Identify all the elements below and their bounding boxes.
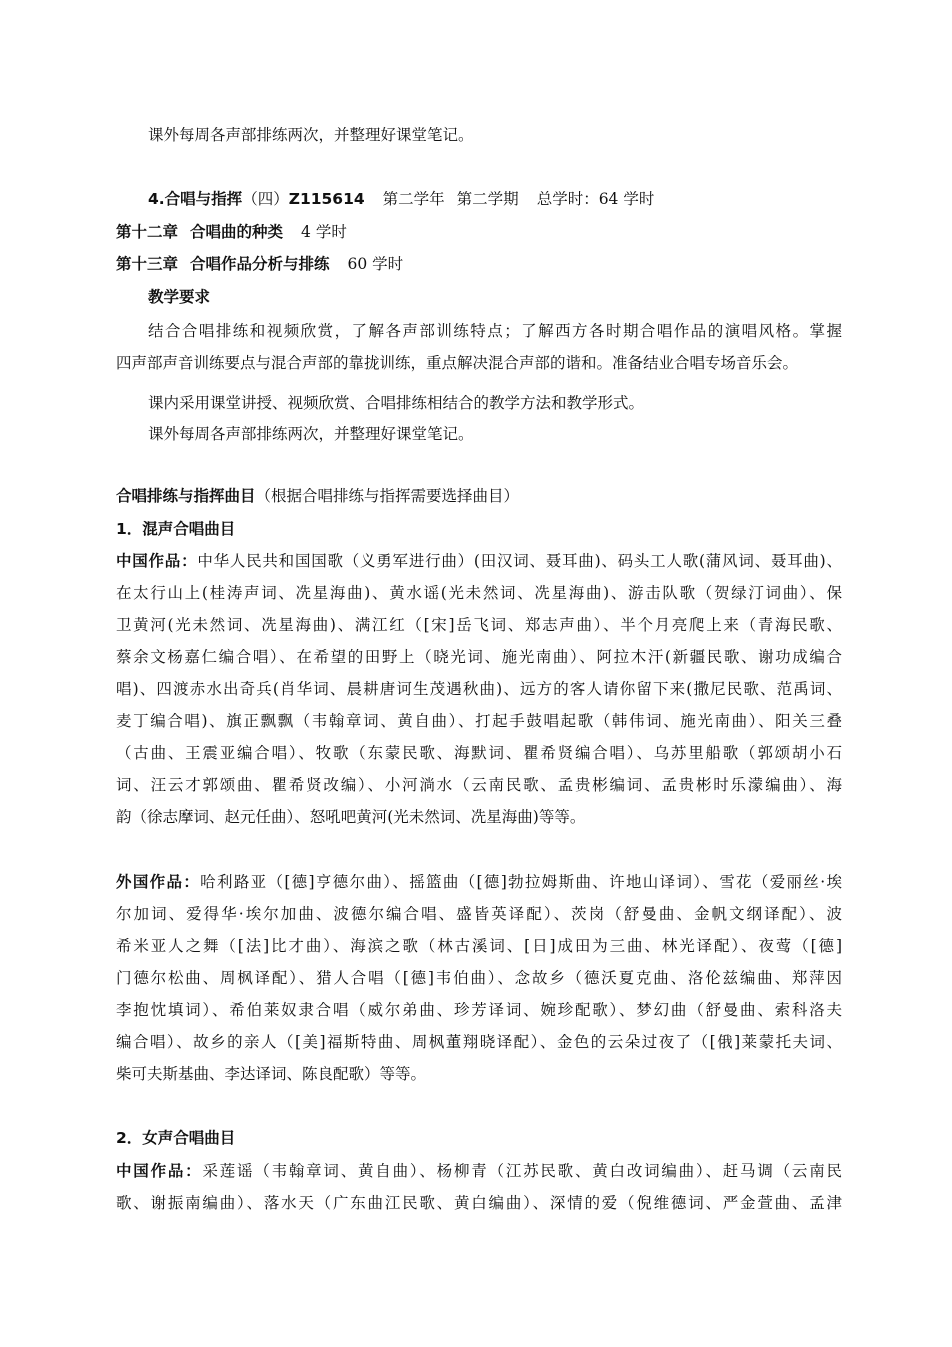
paragraph-line: 外国作品：哈利路亚（[德]亨德尔曲）、摇篮曲（[德]勃拉姆斯曲、许地山译词）、雪花（爱丽丝·埃 — [116, 873, 842, 891]
paragraph-line: 结合合唱排练和视频欣赏，了解各声部训练特点；了解西方各时期合唱作品的演唱风格。掌握 — [148, 322, 842, 340]
repertoire-note: （根据合唱排练与指挥需要选择曲目） — [255, 487, 520, 505]
paragraph-line: 门德尔松曲、周枫译配）、猎人合唱（[德]韦伯曲）、念故乡（德沃夏克曲、洛伦兹编曲、郑萍因 — [116, 969, 842, 987]
female-chinese-works — [116, 1155, 842, 1219]
chinese-works-label: 中国作品： — [116, 1162, 203, 1180]
paragraph-line: 中国作品：采莲谣（韦翰章词、黄自曲）、杨柳青（江苏民歌、黄白改词编曲）、赶马调（云南民 — [116, 1162, 842, 1180]
paragraph-line: 词、汪云才郭颂曲、瞿希贤改编）、小河淌水（云南民歌、孟贵彬编词、孟贵彬时乐濛编曲）、海 — [116, 776, 842, 794]
paragraph-line: 中国作品：中华人民共和国国歌（义勇军进行曲）(田汉词、聂耳曲)、码头工人歌(蒲风词、聂耳曲)、 — [116, 552, 842, 570]
paragraph-line: 蔡余文杨嘉仁编合唱）、在希望的田野上（晓光词、施光南曲）、阿拉木汗(新疆民歌、谢功成编合 — [116, 648, 842, 666]
paragraph-line: 四声部声音训练要点与混合声部的靠拢训练，重点解决混合声部的谐和。准备结业合唱专场音乐会。 — [116, 354, 799, 372]
chapter-13-title: 合唱作品分析与排练 — [190, 255, 330, 273]
paragraph-line: 编合唱）、故乡的亲人（[美]福斯特曲、周枫董翔晓译配）、金色的云朵过夜了（[俄]莱蒙托夫词、 — [116, 1033, 842, 1051]
requirements-paragraph — [116, 315, 842, 379]
mixed-foreign-works — [116, 866, 842, 1090]
course-year: 第二学年 — [382, 190, 445, 208]
paragraph-line: 李抱忱填词）、希伯莱奴隶合唱（威尔弟曲、珍芳译词、婉珍配歌）、梦幻曲（舒曼曲、索科洛夫 — [116, 1001, 842, 1019]
paragraph-line: 唱)、四渡赤水出奇兵(肖华词、晨耕唐诃生茂遇秋曲)、远方的客人请你留下来(撒尼民歌、范禹词、 — [116, 680, 842, 698]
chapter-13-line — [116, 253, 842, 275]
paragraph-line: 在太行山上(桂涛声词、冼星海曲)、黄水谣(光未然词、冼星海曲)、游击队歌（贺绿汀词曲）、保 — [116, 584, 842, 602]
paragraph-line: 柴可夫斯基曲、李达译词、陈良配歌）等等。 — [116, 1065, 427, 1083]
chapter-12-line — [116, 221, 842, 243]
mixed-chinese-works — [116, 545, 842, 833]
course-4-heading — [148, 188, 842, 210]
course-code: Z115614 — [288, 190, 365, 208]
course-term: 第二学期 — [456, 190, 519, 208]
method-line: 课内采用课堂讲授、视频欣赏、合唱排练相结合的教学方法和教学形式。 — [148, 394, 645, 412]
paragraph-line: （古曲、王震亚编合唱）、牧歌（东蒙民歌、海默词、瞿希贤编合唱）、乌苏里船歌（郭颂胡小石 — [116, 744, 842, 762]
teaching-requirements-heading: 教学要求 — [148, 288, 211, 306]
chapter-13-hours: 60 学时 — [347, 255, 404, 273]
foreign-works-label: 外国作品： — [116, 873, 201, 891]
course-hours: 总学时：64 学时 — [536, 190, 655, 208]
paragraph-line: 尔加词、爱得华·埃尔加曲、波德尔编合唱、盛皆英译配）、茨岗（舒曼曲、金帆文纲译配）、波 — [116, 905, 842, 923]
chapter-12-hours: 4 学时 — [301, 223, 347, 241]
chinese-works-label: 中国作品： — [116, 552, 198, 570]
course-title: 4.合唱与指挥 — [148, 190, 243, 208]
female-choir-heading: 2．女声合唱曲目 — [116, 1129, 236, 1147]
chapter-12-title: 合唱曲的种类 — [190, 223, 284, 241]
chapter-13-label: 第十三章 — [116, 255, 179, 273]
paragraph-line: 希米亚人之舞（[法]比才曲）、海滨之歌（林古溪词、[日]成田为三曲、林光译配）、夜莺（[德] — [116, 937, 842, 955]
chapter-12-label: 第十二章 — [116, 223, 179, 241]
intro-line: 课外每周各声部排练两次，并整理好课堂笔记。 — [148, 126, 474, 144]
mixed-choir-heading: 1．混声合唱曲目 — [116, 520, 236, 538]
paragraph-line: 麦丁编合唱)、旗正飘飘（韦翰章词、黄自曲）、打起手鼓唱起歌（韩伟词、施光南曲）、阳关三叠 — [116, 712, 842, 730]
repertoire-heading — [116, 485, 842, 507]
paragraph-line: 歌、谢振南编曲）、落水天（广东曲江民歌、黄白编曲）、深情的爱（倪维德词、严金萱曲、孟津 — [116, 1194, 842, 1212]
repertoire-title: 合唱排练与指挥曲目 — [116, 487, 256, 505]
paragraph-line: 韵（徐志摩词、赵元任曲）、怒吼吧黄河(光未然词、冼星海曲)等等。 — [116, 808, 586, 826]
practice-line: 课外每周各声部排练两次，并整理好课堂笔记。 — [148, 425, 474, 443]
paragraph-line: 卫黄河(光未然词、冼星海曲)、满江红（[宋]岳飞词、郑志声曲）、半个月亮爬上来（青海民歌、 — [116, 616, 842, 634]
course-paren: （四） — [242, 190, 289, 208]
